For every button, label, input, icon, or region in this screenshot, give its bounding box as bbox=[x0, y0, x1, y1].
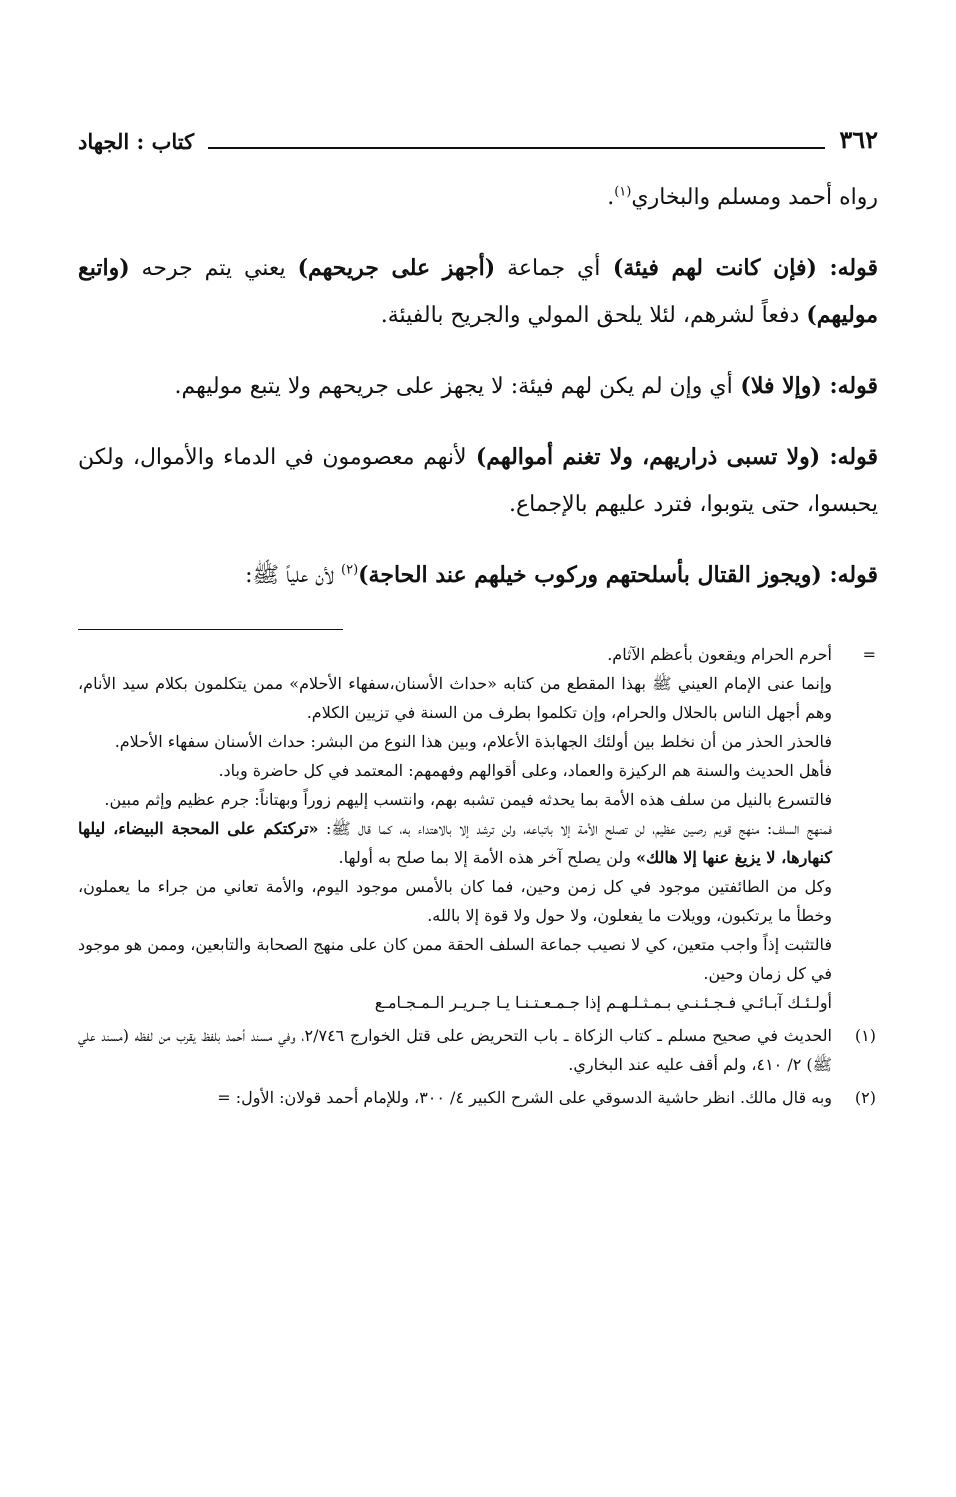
paragraph: قوله: (فإن كانت لهم فيئة) أي جماعة (أجهز على جريحهم) يعني يتم جرحه (واتبع موليهم) دفعاً لشرهم، لئلا يلحق المولي والجريح بالفيئة. bbox=[78, 255, 878, 328]
header-rule bbox=[208, 147, 825, 149]
footnotes bbox=[78, 640, 878, 1112]
paragraph: قوله: (ويجوز القتال بأسلحتهم وركوب خيلهم عند الحاجة)$^{(٢)}$ لأن علياً ﷺ: bbox=[245, 562, 878, 588]
continuation-mark: = bbox=[862, 645, 876, 664]
footnote-line: فمنهج السلف: منهج قويم رصين عظيم، لن تصلح الأمة إلا باتباعه، ولن ترشد إلا بالاهتداء به، كما قال ﷺ: «تركتكم على المحجة البيضاء، ليلها كنهارها، لا يزيغ عنها إلا هالك» ولن يصلح آخر هذه الأمة إلا بما صلح به أولها. bbox=[78, 819, 833, 867]
qawluhu-label: قوله: bbox=[829, 255, 878, 281]
footnote-line: وإنما عنى الإمام العيني ﷺ بهذا المقطع من كتابه «حداث الأسنان،سفهاء الأحلام» ممن يتكلمون بكلام سيد الأنام، وهم أجهل الناس بالحلال والحرام، وإن تكلموا بطرف من السنة في تزيين الكلام. bbox=[78, 674, 832, 722]
footnote-ref: (٢) bbox=[341, 562, 359, 578]
book-title: كتاب : الجهاد bbox=[78, 129, 195, 154]
footnote-number: (١) bbox=[854, 1026, 876, 1045]
footnote-separator bbox=[78, 629, 343, 630]
footnote-1 bbox=[78, 1021, 878, 1079]
hadith-quote: «تركتكم على المحجة البيضاء، ليلها كنهارها، لا يزيغ عنها إلا هالك» bbox=[78, 819, 832, 867]
footnote-line: أحرم الحرام ويقعون بأعظم الآثام. bbox=[607, 645, 832, 664]
book-page bbox=[78, 118, 878, 1116]
page-number: ٣٦٢ bbox=[839, 125, 878, 154]
footnote-line: فالتسرع بالنيل من سلف هذه الأمة بما يحدثه فيمن تشبه بهم، وانتسب إليهم زوراً وبهتاناً: جرم عظيم وإثم مبين. bbox=[104, 790, 832, 809]
footnote-line: فأهل الحديث والسنة هم الركيزة والعماد، وعلى أقوالهم وفهمهم: المعتمد في كل حاضرة وباد. bbox=[218, 761, 832, 780]
qawluhu-label: قوله: bbox=[829, 444, 879, 470]
footnote-line: وكل من الطائفتين موجود في كل زمن وحين، فما كان بالأمس موجود اليوم، والأمة تعاني من جراء ما يعملون، وخطأ ما يرتكبون، وويلات ما يفعلون، ولا حول ولا قوة إلا بالله. bbox=[78, 877, 832, 925]
footnote-ref: (١) bbox=[614, 184, 632, 200]
footnote-2 bbox=[78, 1083, 878, 1112]
footnote-line: وبه قال مالك. انظر حاشية الدسوقي على الشرح الكبير ٤/ ٣٠٠، وللإمام أحمد قولان: الأول: = bbox=[217, 1088, 832, 1107]
footnote-continuation bbox=[78, 640, 878, 1017]
page-header bbox=[78, 118, 878, 154]
footnote-line: فالحذر الحذر من أن نخلط بين أولئك الجهابذة الأعلام، وبين هذا النوع من البشر: حداث الأسنان سفهاء الأحلام. bbox=[114, 732, 832, 751]
footnote-line: فالتثبت إذاً واجب متعين، كي لا نصيب جماعة السلف الحقة ممن كان على منهج الصحابة والتابعين، وممن هو موجود في كل زمان وحين. bbox=[78, 935, 832, 983]
paragraph: قوله: (وإلا فلا) أي وإن لم يكن لهم فيئة: لا يجهز على جريحهم ولا يتبع موليهم. bbox=[174, 373, 878, 399]
paragraph: رواه أحمد ومسلم والبخاري$^{(١)}$. bbox=[607, 184, 878, 210]
poetry-verse: أولـئـك آبـائـي فـجـئـنـي بـمـثـلـهـم إذا جـمـعـتـنـا يـا جـريـر الـمـجـامـع bbox=[374, 993, 832, 1012]
main-text bbox=[78, 174, 878, 599]
paragraph: قوله: (ولا تسبى ذراريهم، ولا تغنم أموالهم) لأنهم معصومون في الدماء والأموال، ولكن يحبسوا، حتى يتوبوا، فترد عليهم بالإجماع. bbox=[78, 444, 879, 517]
footnote-number: (٢) bbox=[854, 1088, 876, 1107]
qawluhu-label: قوله: bbox=[829, 373, 878, 399]
qawluhu-label: قوله: bbox=[829, 562, 878, 588]
footnote-line: الحديث في صحيح مسلم ـ كتاب الزكاة ـ باب التحريض على قتل الخوارج ٢/٧٤٦، وفي مسند أحمد بلفظ يقرب من لفظه (مسند علي ﷺ) ٢/ ٤١٠، ولم أقف عليه عند البخاري. bbox=[78, 1026, 833, 1074]
